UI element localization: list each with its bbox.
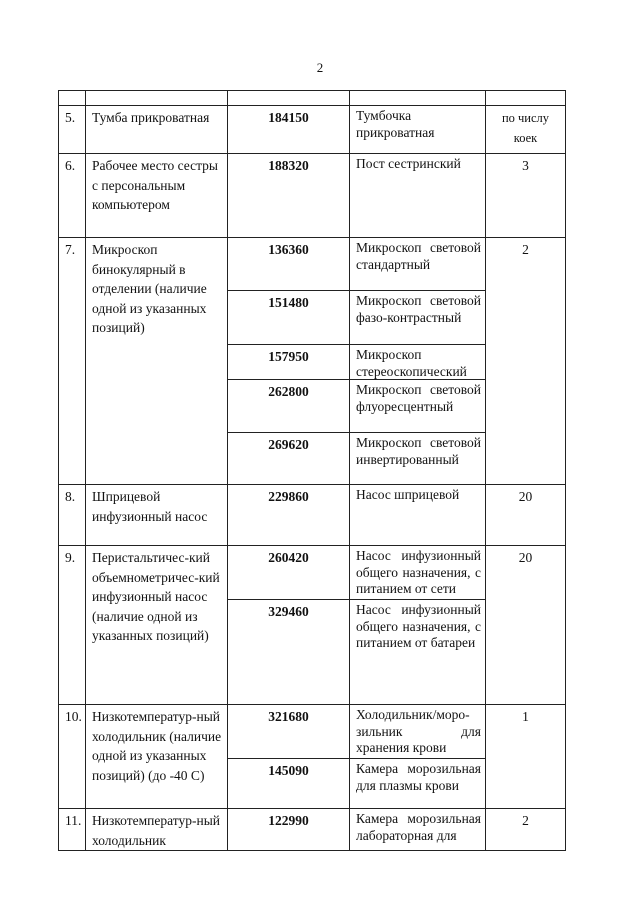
equipment-name: Шприцевой инфузионный насос: [86, 485, 228, 545]
item-description: Насос шприцевой: [356, 487, 460, 502]
item-description: Микроскоп стереоскопический: [356, 347, 467, 379]
item-subrow: [228, 600, 485, 704]
table-row: [58, 705, 566, 809]
item-subrow: [228, 546, 485, 600]
item-description: Микроскоп световой фазо-контрастный: [356, 293, 481, 325]
item-code: 229860: [228, 485, 350, 545]
item-subrow: [228, 106, 485, 153]
table-row: [58, 106, 566, 154]
row-number: 5.: [59, 106, 86, 153]
item-subrow: [228, 154, 485, 237]
item-subrow: [228, 485, 485, 545]
equipment-name: Низкотемператур-ный холодильник: [86, 809, 228, 850]
table-row: [58, 809, 566, 851]
table-row: [58, 154, 566, 238]
item-code: 262800: [228, 380, 350, 432]
quantity: по числу коек: [501, 111, 550, 145]
equipment-name: Низкотемператур-ный холодильник (наличие одной из указанных позиций) (до -40 С): [86, 705, 228, 808]
row-number: 8.: [59, 485, 86, 545]
item-subrow: [228, 759, 485, 808]
row-number: 6.: [59, 154, 86, 237]
item-code: 157950: [228, 345, 350, 379]
item-code: 269620: [228, 433, 350, 484]
quantity: 20: [518, 489, 533, 504]
equipment-name: Тумба прикроватная: [86, 106, 228, 153]
item-description: Камера морозильная лабораторная для: [356, 811, 481, 843]
item-subrow: [228, 238, 485, 291]
item-description: Тумбочка прикроватная: [356, 108, 435, 140]
item-subrow: [228, 345, 485, 380]
item-code: 151480: [228, 291, 350, 344]
table-header-row: [58, 90, 566, 106]
item-code: 145090: [228, 759, 350, 808]
row-number: 10.: [59, 705, 86, 808]
equipment-name: Перистальтичес-кий объемнометричес-кий инфузионный насос (наличие одной из указанных позиций): [86, 546, 228, 704]
equipment-table: [58, 90, 566, 851]
item-subrow: [228, 433, 485, 484]
item-description: Микроскоп световой инвертированный: [356, 435, 481, 467]
equipment-name: Микроскоп бинокулярный в отделении (наличие одной из указанных позиций): [86, 238, 228, 484]
table-row: [58, 546, 566, 705]
item-subrow: [228, 809, 485, 850]
item-description: Насос инфузионный общего назначения, с питанием от батареи: [356, 602, 481, 650]
item-code: 188320: [228, 154, 350, 237]
table-row: [58, 238, 566, 485]
equipment-name: Рабочее место сестры с персональным компьютером: [86, 154, 228, 237]
quantity: 3: [522, 158, 529, 173]
item-description: Пост сестринский: [356, 156, 461, 171]
item-subrow: [228, 380, 485, 433]
quantity: 2: [522, 242, 529, 257]
item-description: Насос инфузионный общего назначения, с питанием от сети: [356, 548, 481, 596]
item-description: Микроскоп световой флуоресцентный: [356, 382, 481, 414]
table-row: [58, 485, 566, 546]
quantity: 20: [518, 550, 533, 565]
item-code: 260420: [228, 546, 350, 599]
row-number: 9.: [59, 546, 86, 704]
item-description: Холодильник/моро-зильник для хранения крови: [356, 707, 481, 755]
item-description: Камера морозильная для плазмы крови: [356, 761, 481, 793]
row-number: 7.: [59, 238, 86, 484]
item-code: 321680: [228, 705, 350, 758]
quantity: 1: [522, 709, 529, 724]
item-description: Микроскоп световой стандартный: [356, 240, 481, 272]
item-code: 184150: [228, 106, 350, 153]
page-number: 2: [316, 60, 324, 75]
quantity: 2: [522, 813, 529, 828]
item-subrow: [228, 705, 485, 759]
item-code: 136360: [228, 238, 350, 290]
item-subrow: [228, 291, 485, 345]
item-code: 329460: [228, 600, 350, 704]
row-number: 11.: [59, 809, 86, 850]
item-code: 122990: [228, 809, 350, 850]
